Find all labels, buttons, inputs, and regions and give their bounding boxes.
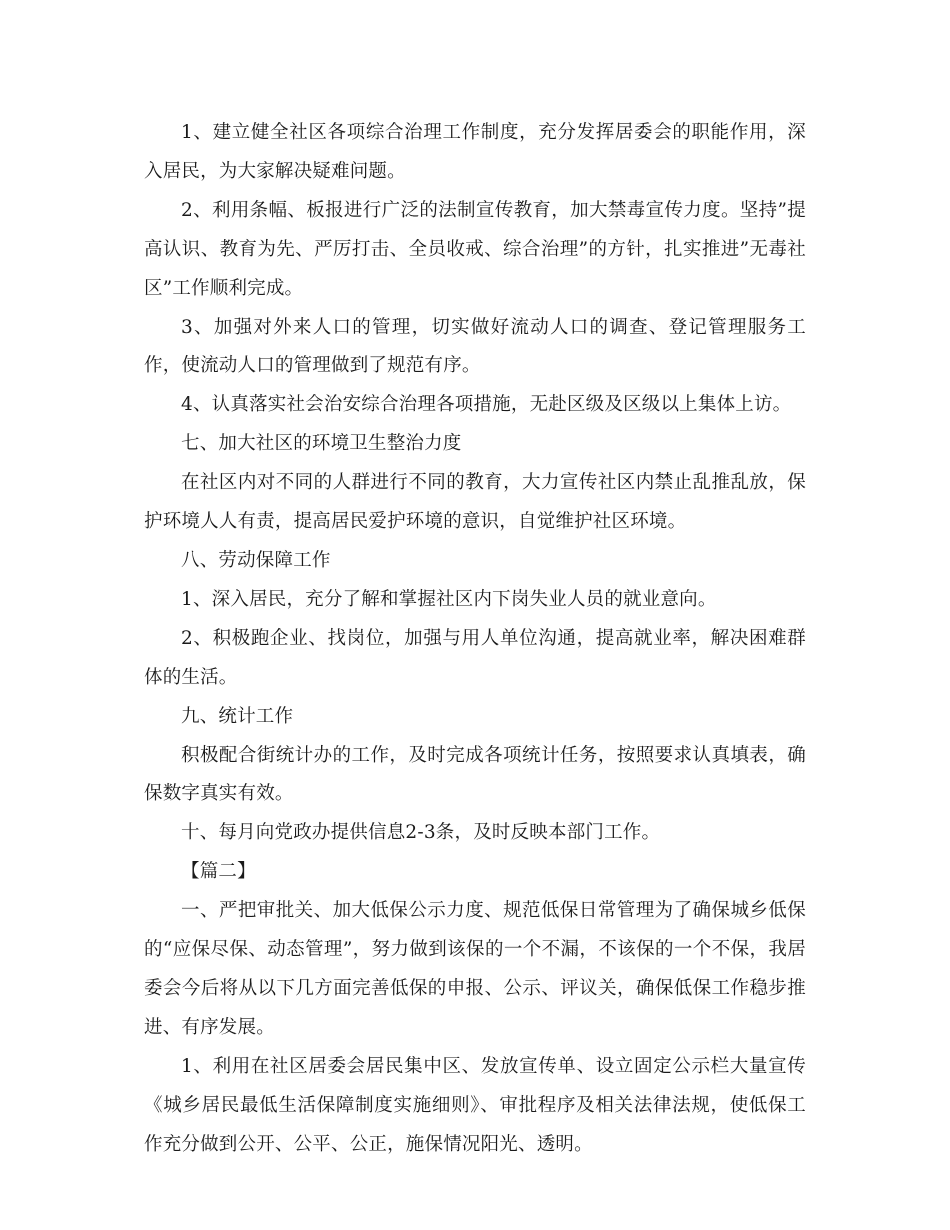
part-heading: 【篇二】: [181, 861, 256, 883]
paragraph: 积极配合街统计办的工作，及时完成各项统计任务，按照要求认真填表，确保数字真实有效。: [144, 744, 806, 805]
paragraph: 1、利用在社区居委会居民集中区、发放宣传单、设立固定公示栏大量宣传《城乡居民最低生活保障制度实施细则》、审批程序及相关法律法规，使低保工作充分做到公开、公平、公正，施保情况阳光、透明。: [144, 1055, 806, 1155]
paragraph: 十、每月向党政办提供信息2-3条，及时反映本部门工作。: [181, 822, 661, 844]
paragraph: 2、利用条幅、板报进行广泛的法制宣传教育，加大禁毒宣传力度。坚持”提高认识、教育为先、严厉打击、全员收戒、综合治理”的方针，扎实推进”无毒社区”工作顺利完成。: [144, 199, 806, 299]
paragraph: 1、深入居民，充分了解和掌握社区内下岗失业人员的就业意向。: [181, 588, 717, 610]
paragraph: 2、积极跑企业、找岗位，加强与用人单位沟通，提高就业率，解决困难群体的生活。: [144, 627, 806, 688]
paragraph: 1、建立健全社区各项综合治理工作制度，充分发挥居委会的职能作用，深入居民，为大家解决疑难问题。: [144, 122, 806, 182]
paragraph: 3、加强对外来人口的管理，切实做好流动人口的调查、登记管理服务工作，使流动人口的管理做到了规范有序。: [144, 316, 806, 377]
section-heading: 九、统计工作: [181, 705, 294, 727]
paragraph: 一、严把审批关、加大低保公示力度、规范低保日常管理为了确保城乡低保的“应保尽保、动态管理”，努力做到该保的一个不漏，不该保的一个不保，我居委会今后将从以下几方面完善低保的申报、公示、评议关，确保低保工作稳步推进、有序发展。: [144, 900, 806, 1038]
document-body: [144, 114, 806, 1164]
paragraph: 在社区内对不同的人群进行不同的教育，大力宣传社区内禁止乱推乱放，保护环境人人有责，提高居民爱护环境的意识，自觉维护社区环境。: [144, 472, 806, 533]
section-heading: 七、加大社区的环境卫生整治力度: [181, 433, 462, 455]
paragraph: 4、认真落实社会治安综合治理各项措施，无赴区级及区级以上集体上访。: [181, 394, 792, 416]
section-heading: 八、劳动保障工作: [181, 549, 331, 571]
